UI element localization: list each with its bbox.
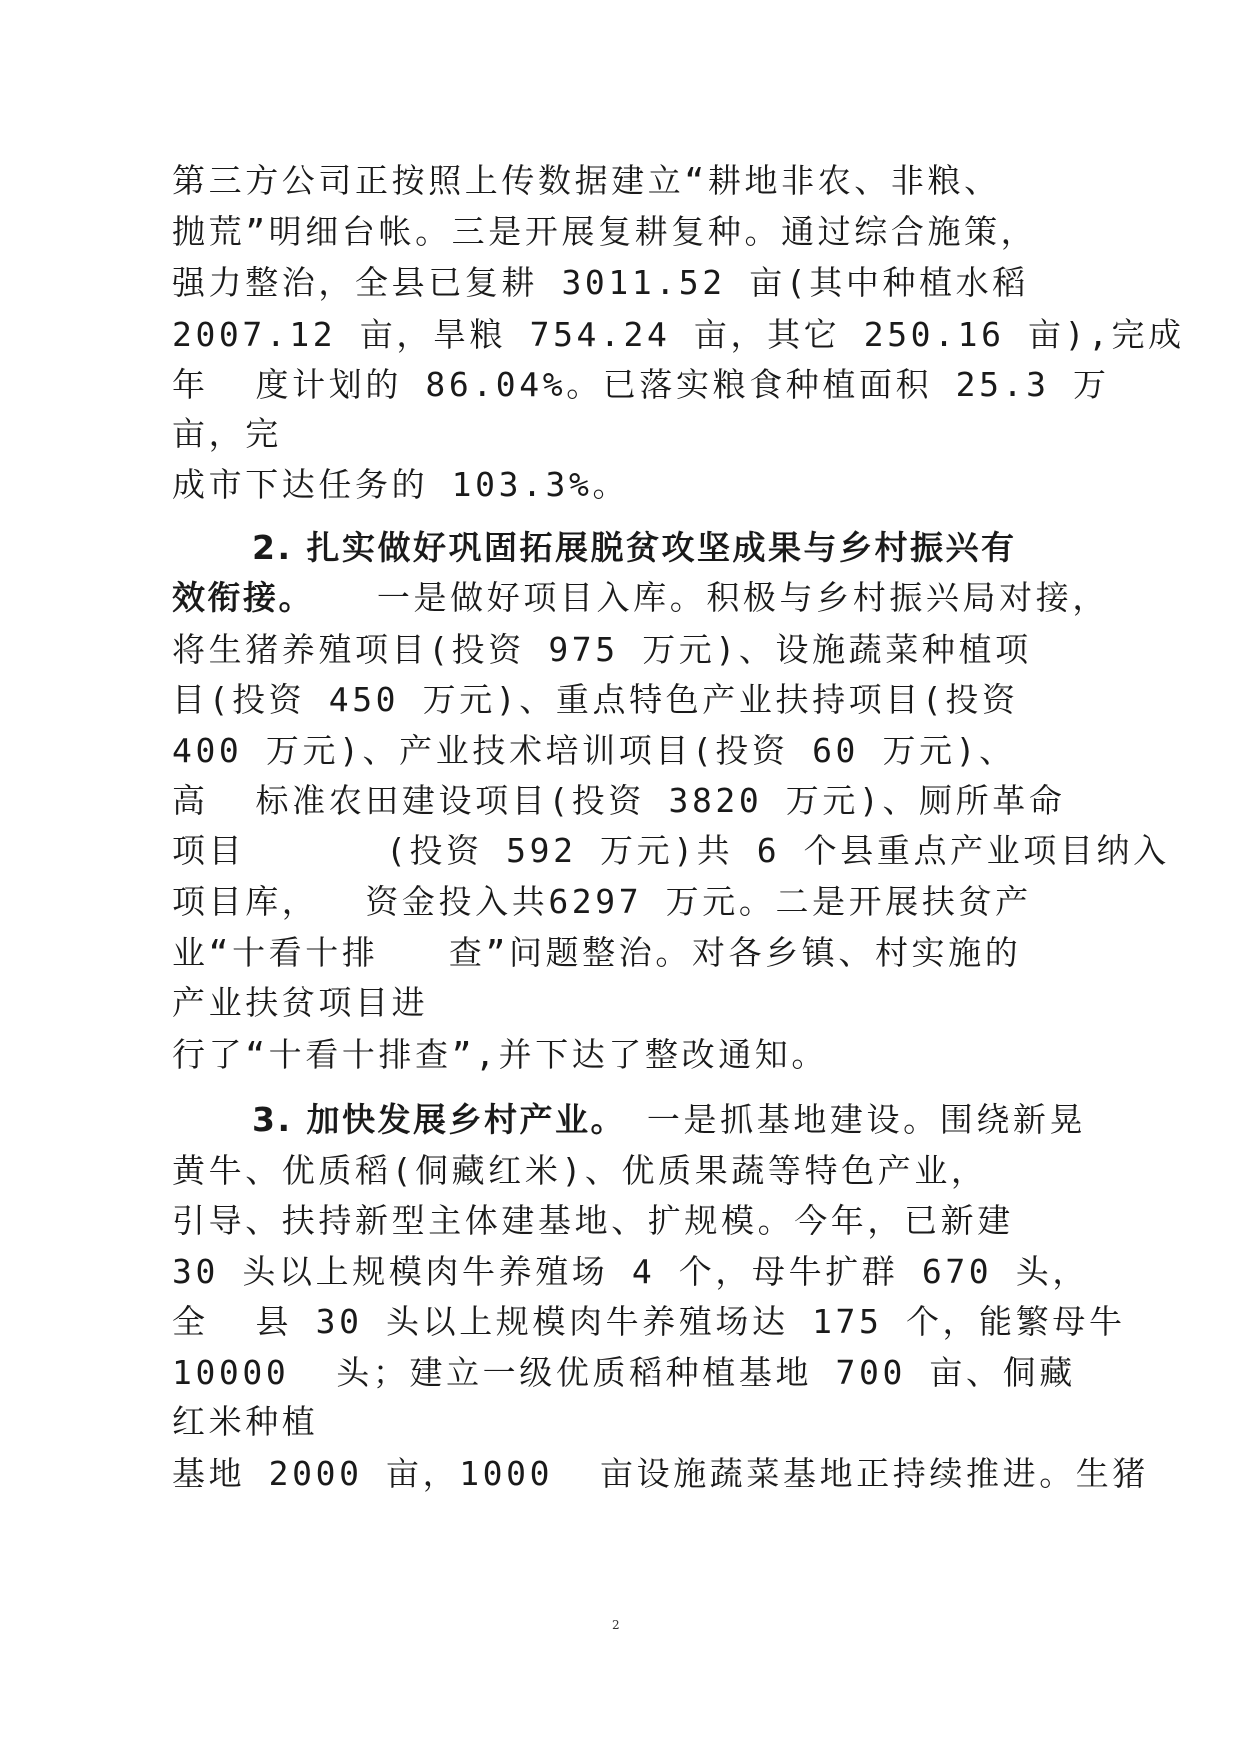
text-line-27: 基地 2000 亩，1000 亩设施蔬菜基地正持续推进。生猪 xyxy=(172,1454,1150,1493)
text-line-9: 一是做好项目入库。积极与乡村振兴局对接， xyxy=(330,578,1109,617)
text-line-22: 引导、扶持新型主体建基地、扩规模。今年，已新建 xyxy=(172,1201,1014,1240)
section-heading-2-cont: 效衔接。 xyxy=(172,578,314,617)
text-line-1: 第三方公司正按照上传数据建立“耕地非农、非粮、 xyxy=(172,161,1001,200)
text-line-18: 行了“十看十排查”,并下达了整改通知。 xyxy=(172,1035,829,1074)
text-line-11: 目(投资 450 万元)、重点特色产业扶持项目(投资 xyxy=(172,680,1019,719)
page-number: 2 xyxy=(612,1618,620,1632)
text-line-24: 全 县 30 头以上规模肉牛养殖场达 175 个，能繁母牛 xyxy=(172,1302,1126,1341)
text-line-7: 成市下达任务的 103.3%。 xyxy=(172,465,630,504)
section-heading-3: 3. 加快发展乡村产业。 xyxy=(252,1100,626,1139)
text-line-3: 强力整治，全县已复耕 3011.52 亩(其中种植水稻 xyxy=(172,263,1029,302)
text-line-23: 30 头以上规模肉牛养殖场 4 个，母牛扩群 670 头， xyxy=(172,1252,1089,1291)
text-line-26: 红米种植 xyxy=(172,1402,319,1441)
text-line-6: 亩，完 xyxy=(172,414,282,453)
section-heading-2: 2. 扎实做好巩固拓展脱贫攻坚成果与乡村振兴有 xyxy=(252,528,1017,567)
text-line-10: 将生猪养殖项目(投资 975 万元)、设施蔬菜种植项 xyxy=(172,630,1032,669)
text-line-17: 产业扶贫项目进 xyxy=(172,983,429,1022)
text-line-13: 高 标准农田建设项目(投资 3820 万元)、厕所革命 xyxy=(172,781,1066,820)
text-line-15: 项目库， 资金投入共6297 万元。二是开展扶贫产 xyxy=(172,882,1032,921)
text-line-4: 2007.12 亩，旱粮 754.24 亩，其它 250.16 亩),完成 xyxy=(172,315,1185,354)
text-line-21: 黄牛、优质稻(侗藏红米)、优质果蔬等特色产业， xyxy=(172,1151,988,1190)
text-line-12: 400 万元)、产业技术培训项目(投资 60 万元)、 xyxy=(172,731,1016,770)
text-line-25: 10000 头；建立一级优质稻种植基地 700 亩、侗藏 xyxy=(172,1353,1076,1392)
text-line-20: 一是抓基地建设。围绕新晃 xyxy=(600,1100,1087,1139)
text-line-5: 年 度计划的 86.04%。已落实粮食种植面积 25.3 万 xyxy=(172,365,1110,404)
text-line-2: 抛荒”明细台帐。三是开展复耕复种。通过综合施策， xyxy=(172,212,1038,251)
text-line-14: 项目 (投资 592 万元)共 6 个县重点产业项目纳入 xyxy=(172,831,1170,870)
text-line-16: 业“十看十排 查”问题整治。对各乡镇、村实施的 xyxy=(172,933,1022,972)
